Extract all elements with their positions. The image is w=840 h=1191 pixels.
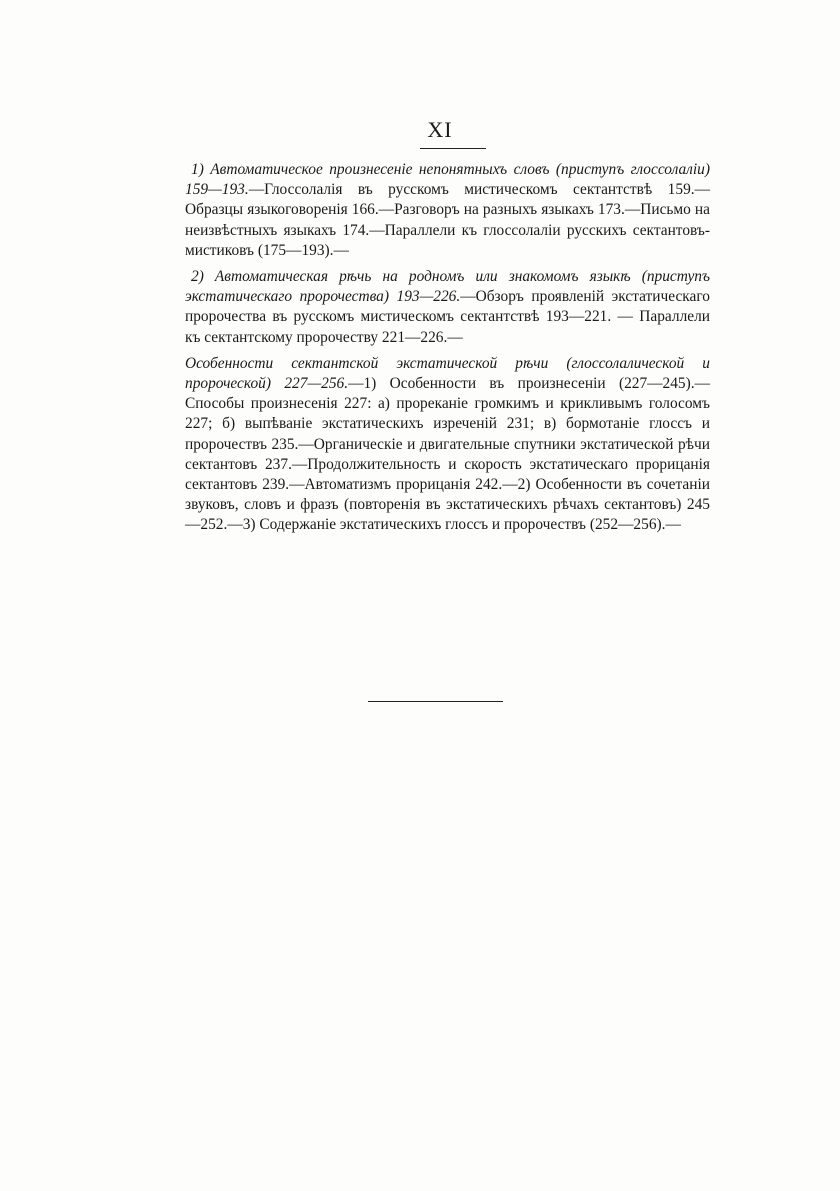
toc-body-features: —1) Особенности въ произнесеніи (227—245).—Способы произнесенія 227: а) прореканіе громкимъ и крикливымъ голосомъ 227; б) выпѣваніе экстатическихъ изреченій 231; в) бормотаніе глоссъ и пророчествъ 235.—Органическіе и двигательные спутники экстатической рѣчи сектантовъ 237.—Продолжительность и скорость экстатическаго прорицанія сектантовъ 239.—Автоматизмъ прорицанія 242.—2) Особенности въ сочетаніи звуковъ, словъ и фразъ (повторенія въ экстатическихъ рѣчахъ сектантовъ) 245—252.—3) Содержаніе экстатическихъ глоссъ и пророчествъ (252—256).— <box>185 375 710 534</box>
toc-body-glossolalia: —Глоссолалія въ русскомъ мистическомъ сектантствѣ 159.—Образцы языкоговоренія 166.—Разговоръ на разныхъ языкахъ 173.—Письмо на неизвѣстныхъ языкахъ 174.—Параллели къ глоссолаліи русскихъ сектантовъ-мистиковъ (175—193).— <box>185 181 710 259</box>
page-number: XI <box>427 117 453 142</box>
toc-paragraph-features <box>185 354 710 536</box>
toc-heading-glossolalia: 1) Автоматическое произнесеніе непонятныхъ словъ (приступъ глоссолаліи) 159—193. <box>185 161 710 199</box>
toc-paragraph-prophecy <box>185 267 710 348</box>
toc-body-prophecy: —Обзоръ проявленій экстатическаго пророчества въ русскомъ мистическомъ сектантствѣ 193—221. — Параллели къ сектантскому пророчеству 221—226.— <box>185 288 710 346</box>
toc-paragraph-glossolalia <box>185 160 710 261</box>
toc-heading-prophecy: 2) Автоматическая рѣчь на родномъ или знакомомъ языкѣ (приступъ экстатическаго пророчества) 193—226. <box>185 268 710 306</box>
toc-heading-features: Особенности сектантской экстатической рѣчи (глоссолалической и пророческой) 227—256. <box>185 354 710 393</box>
section-end-rule <box>368 701 503 702</box>
page-number-underline <box>420 148 486 149</box>
table-of-contents-text <box>185 160 710 542</box>
